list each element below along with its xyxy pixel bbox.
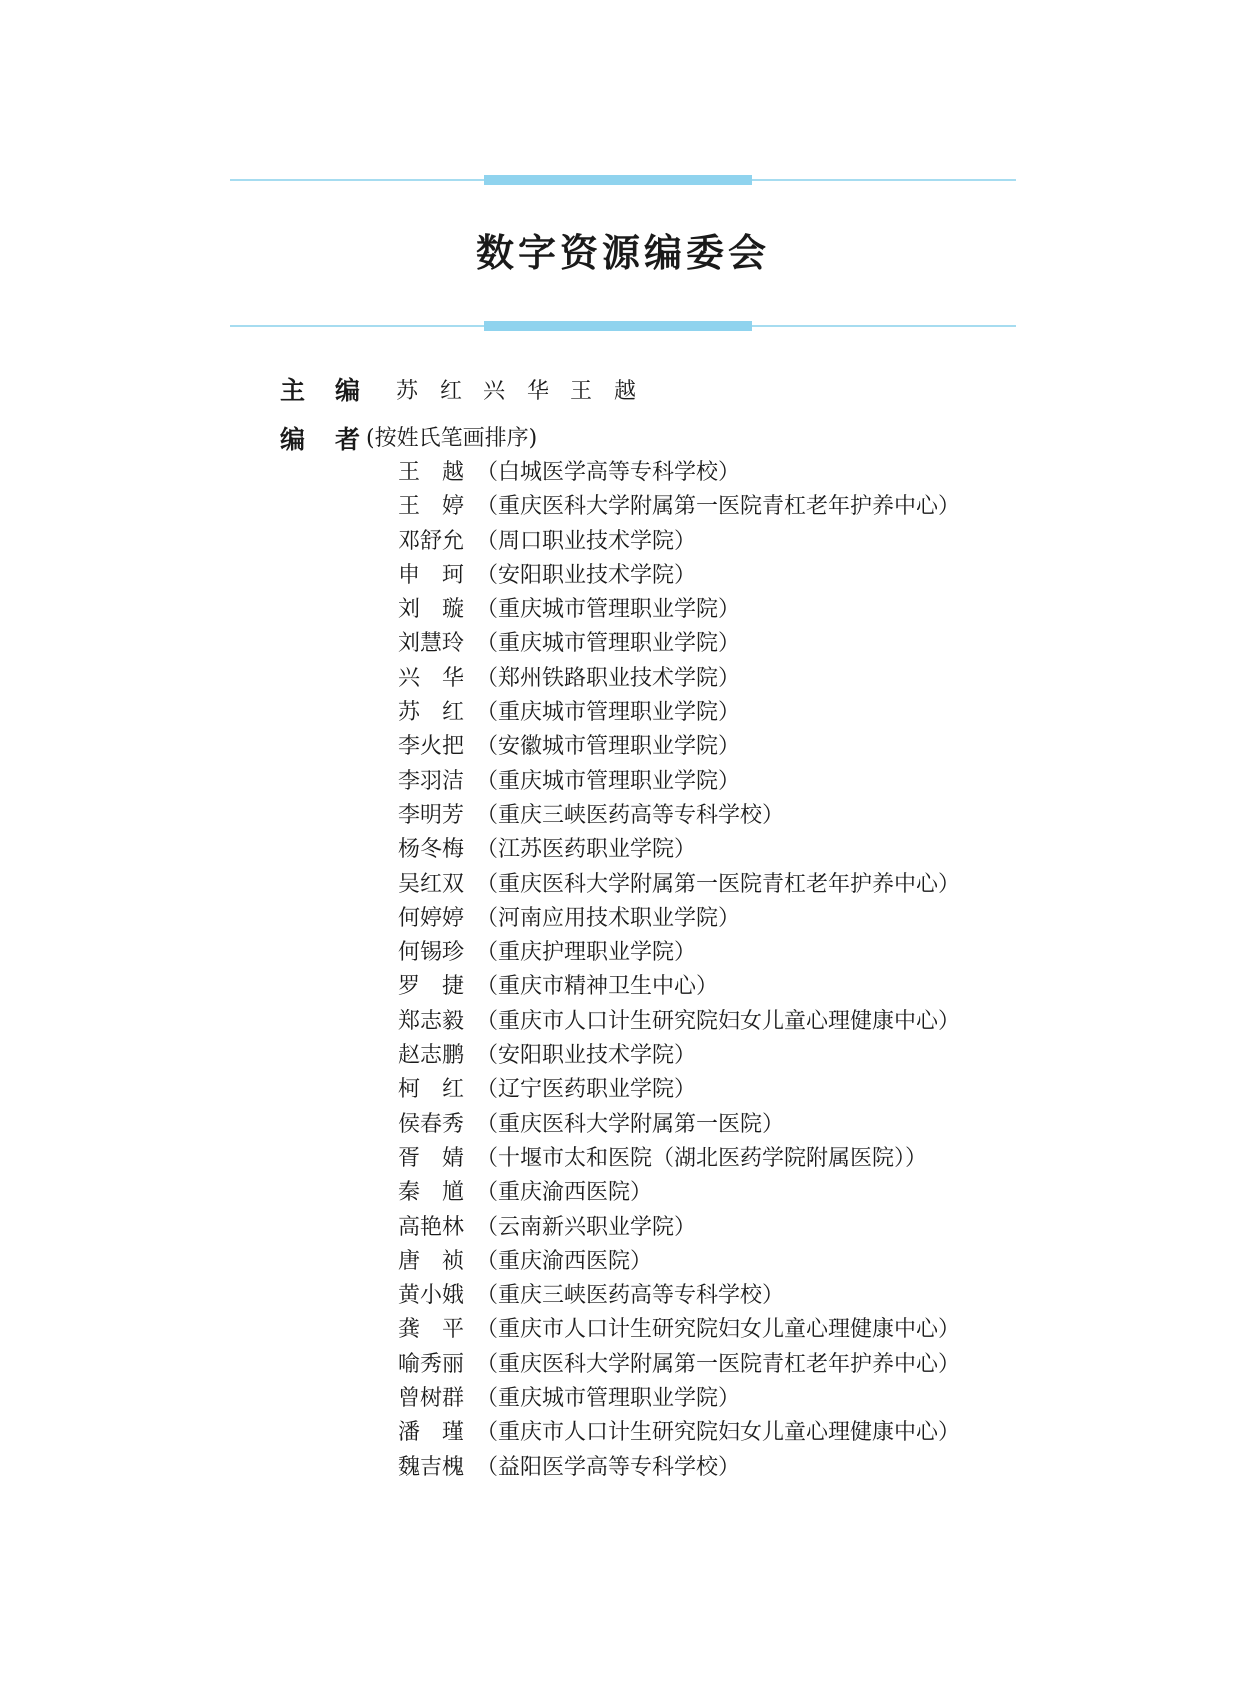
editor-affiliation: （重庆医科大学附属第一医院青杠老年护养中心） <box>476 1351 961 1377</box>
editor-entry <box>398 490 960 524</box>
editor-name: 喻秀丽 <box>398 1351 465 1377</box>
editor-list <box>398 456 960 1485</box>
editor-name: 潘 瑾 <box>398 1420 465 1446</box>
editor-affiliation: （益阳医学高等专科学校） <box>476 1454 741 1480</box>
editor-name: 兴 华 <box>398 665 465 691</box>
editor-name: 赵志鹏 <box>398 1043 465 1069</box>
editor-affiliation: （重庆市人口计生研究院妇女儿童心理健康中心） <box>476 1008 961 1034</box>
editor-name: 何锡珍 <box>398 940 465 966</box>
editor-affiliation: （安徽城市管理职业学院） <box>476 734 741 760</box>
editor-affiliation: （周口职业技术学院） <box>476 528 697 554</box>
editor-entry <box>398 593 960 627</box>
editor-affiliation: （重庆渝西医院） <box>476 1248 653 1274</box>
chief-editor-names <box>396 374 636 405</box>
editor-name: 王 婷 <box>398 494 465 520</box>
editor-affiliation: （重庆市人口计生研究院妇女儿童心理健康中心） <box>476 1420 961 1446</box>
editor-entry <box>398 936 960 970</box>
chief-editor-label-char-1: 主 <box>280 376 306 405</box>
editor-name: 王 越 <box>398 460 465 485</box>
editor-name: 唐 祯 <box>398 1248 465 1274</box>
editor-name: 李羽洁 <box>398 768 465 794</box>
editor-affiliation: （重庆渝西医院） <box>476 1180 653 1206</box>
editor-name: 黄小娥 <box>398 1283 465 1309</box>
editor-name: 刘 璇 <box>398 597 465 623</box>
chief-editor-name: 兴 华 <box>483 379 550 404</box>
top-divider-accent <box>484 175 752 185</box>
editor-entry <box>398 1348 960 1382</box>
editor-affiliation: （重庆城市管理职业学院） <box>476 768 741 794</box>
editor-affiliation: （重庆三峡医药高等专科学校） <box>476 802 785 828</box>
editor-name: 李明芳 <box>398 802 465 828</box>
editors-label-char-2: 者 <box>335 425 361 454</box>
chief-editor-label-char-2: 编 <box>335 376 361 405</box>
editor-entry <box>398 662 960 696</box>
editor-affiliation: （云南新兴职业学院） <box>476 1214 697 1240</box>
chief-editor-name: 苏 红 <box>396 379 463 404</box>
editor-affiliation: （重庆城市管理职业学院） <box>476 1386 741 1412</box>
editor-name: 罗 捷 <box>398 974 465 1000</box>
editor-entry <box>398 1176 960 1210</box>
bottom-divider-accent <box>484 321 752 331</box>
editor-entry <box>398 868 960 902</box>
editor-entry <box>398 1245 960 1279</box>
editor-affiliation: （重庆护理职业学院） <box>476 940 697 966</box>
editor-name: 刘慧玲 <box>398 631 465 657</box>
top-divider <box>230 179 1016 181</box>
editor-entry <box>398 1416 960 1450</box>
editor-name: 高艳林 <box>398 1214 465 1240</box>
editor-affiliation: （安阳职业技术学院） <box>476 562 697 588</box>
editors-label-char-1: 编 <box>280 425 306 454</box>
editor-entry <box>398 696 960 730</box>
editor-affiliation: （重庆三峡医药高等专科学校） <box>476 1283 785 1309</box>
editor-entry <box>398 1382 960 1416</box>
editor-entry <box>398 1142 960 1176</box>
editor-entry <box>398 799 960 833</box>
editor-entry <box>398 1108 960 1142</box>
editor-affiliation: （辽宁医药职业学院） <box>476 1077 697 1103</box>
editor-affiliation: （重庆城市管理职业学院） <box>476 597 741 623</box>
editor-name: 侯春秀 <box>398 1111 465 1137</box>
editor-entry <box>398 970 960 1004</box>
editor-entry <box>398 833 960 867</box>
editors-label <box>280 420 360 456</box>
editor-name: 杨冬梅 <box>398 837 465 863</box>
editor-affiliation: （江苏医药职业学院） <box>476 837 697 863</box>
editor-affiliation: （重庆城市管理职业学院） <box>476 631 741 657</box>
editor-name: 龚 平 <box>398 1317 465 1343</box>
editor-affiliation: （重庆市精神卫生中心） <box>476 974 719 1000</box>
editor-name: 吴红双 <box>398 871 465 897</box>
editor-entry <box>398 559 960 593</box>
editor-entry <box>398 1451 960 1485</box>
editor-entry <box>398 525 960 559</box>
editor-affiliation: （白城医学高等专科学校） <box>476 460 741 485</box>
editor-affiliation: （郑州铁路职业技术学院） <box>476 665 741 691</box>
editor-name: 曾树群 <box>398 1386 465 1412</box>
editor-affiliation: （重庆医科大学附属第一医院青杠老年护养中心） <box>476 494 961 520</box>
editor-name: 胥 婧 <box>398 1145 465 1171</box>
editor-entry <box>398 1005 960 1039</box>
editor-entry <box>398 1039 960 1073</box>
editor-affiliation: （重庆城市管理职业学院） <box>476 700 741 726</box>
editor-entry <box>398 730 960 764</box>
editor-affiliation: （重庆医科大学附属第一医院青杠老年护养中心） <box>476 871 961 897</box>
chief-editor-name: 王 越 <box>570 379 637 404</box>
editor-entry <box>398 1211 960 1245</box>
editor-entry <box>398 765 960 799</box>
editor-entry <box>398 627 960 661</box>
editor-name: 申 珂 <box>398 562 465 588</box>
editor-name: 李火把 <box>398 734 465 760</box>
editor-affiliation: （十堰市太和医院（湖北医药学院附属医院）） <box>476 1145 928 1171</box>
chief-editor-label <box>280 371 360 407</box>
editor-entry <box>398 1313 960 1347</box>
editor-entry <box>398 902 960 936</box>
editor-name: 秦 馗 <box>398 1180 465 1206</box>
page-title: 数字资源编委会 <box>475 230 770 275</box>
editor-name: 邓舒允 <box>398 528 465 554</box>
editor-affiliation: （重庆医科大学附属第一医院） <box>476 1111 785 1137</box>
editor-affiliation: （安阳职业技术学院） <box>476 1043 697 1069</box>
editor-name: 魏吉槐 <box>398 1454 465 1480</box>
editor-entry <box>398 456 960 490</box>
editor-affiliation: （重庆市人口计生研究院妇女儿童心理健康中心） <box>476 1317 961 1343</box>
editor-name: 柯 红 <box>398 1077 465 1103</box>
editor-name: 苏 红 <box>398 700 465 726</box>
editor-name: 郑志毅 <box>398 1008 465 1034</box>
editors-sort-note: (按姓氏笔画排序) <box>366 426 538 451</box>
editor-name: 何婷婷 <box>398 905 465 931</box>
editor-entry <box>398 1073 960 1107</box>
bottom-divider <box>230 325 1016 327</box>
editor-entry <box>398 1279 960 1313</box>
editor-affiliation: （河南应用技术职业学院） <box>476 905 741 931</box>
